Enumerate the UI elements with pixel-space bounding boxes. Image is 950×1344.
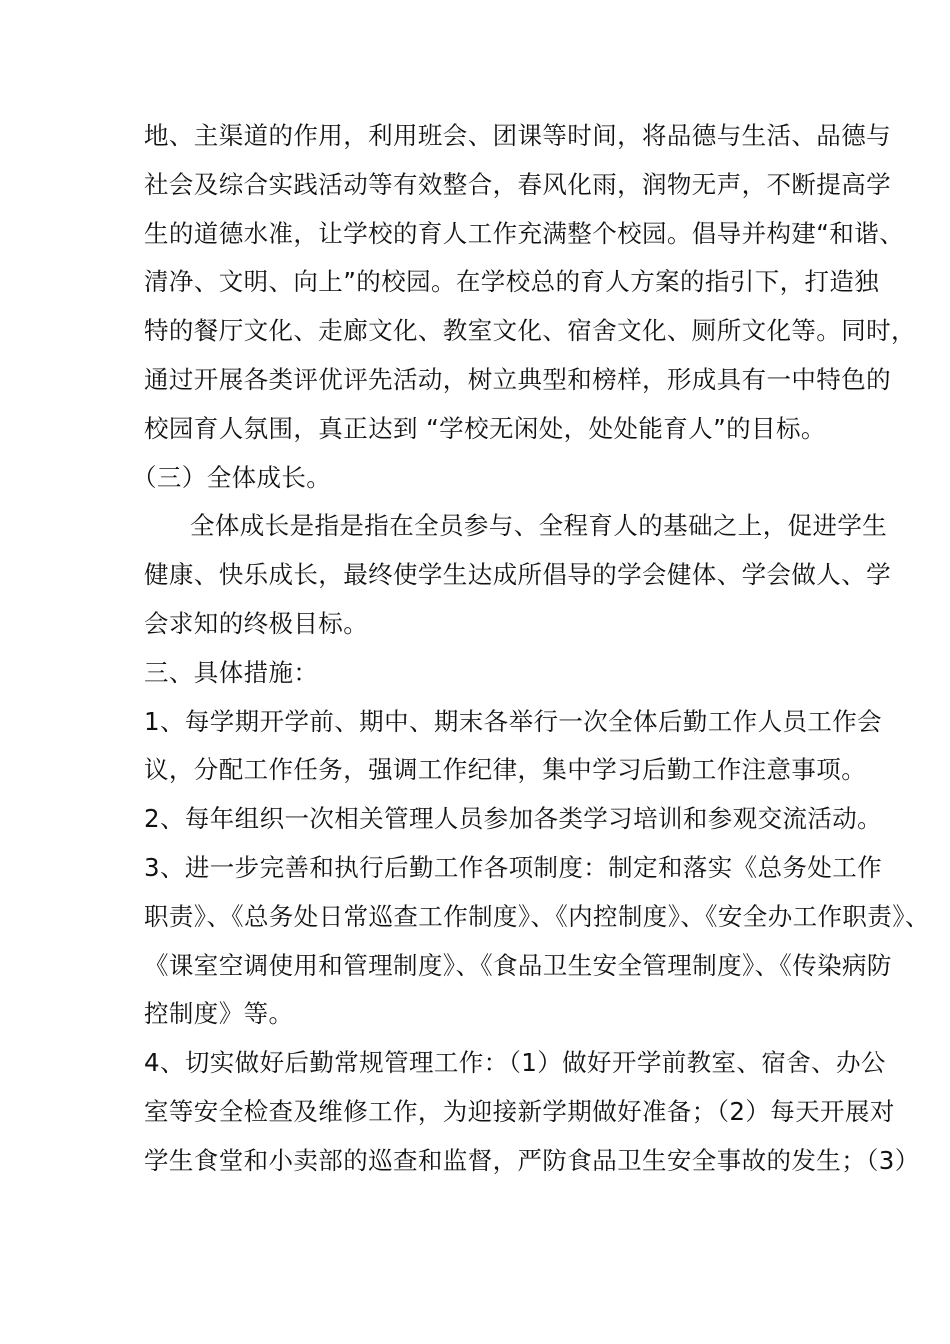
paragraph-line: 清净、文明、向上”的校园。在学校总的育人方案的指引下，打造独	[144, 267, 880, 297]
document-page	[132, 112, 930, 1186]
paragraph-line: 校园育人氛围，真正达到 “学校无闲处，处处能育人”的目标。	[144, 413, 826, 443]
paragraph-line: 全体成长是指是指在全员参与、全程育人的基础之上，促进学生	[190, 511, 888, 541]
list-item-line: 职责》、《总务处日常巡查工作制度》、《内控制度》、《安全办工作职责》、	[144, 901, 930, 931]
paragraph-line: 地、主渠道的作用，利用班会、团课等时间，将品德与生活、品德与	[144, 121, 891, 150]
paragraph-line: 社会及综合实践活动等有效整合，春风化雨，润物无声，不断提高学	[144, 169, 891, 199]
paragraph-line: 特的餐厅文化、走廊文化、教室文化、宿舍文化、厕所文化等。同时，	[144, 316, 916, 346]
list-item-line: 学生食堂和小卖部的巡查和监督，严防食品卫生安全事故的发生；（3）	[144, 1145, 920, 1175]
paragraph-line: 健康、快乐成长，最终使学生达成所倡导的学会健体、学会做人、学	[144, 560, 891, 590]
paragraph-line: 会求知的终极目标。	[144, 608, 369, 638]
list-item-line: 2、每年组织一次相关管理人员参加各类学习培训和参观交流活动。	[144, 804, 883, 834]
list-item-line: 4、切实做好后勤常规管理工作：（1）做好开学前教室、宿舍、办公	[144, 1048, 886, 1078]
paragraph-line: 生的道德水准，让学校的育人工作充满整个校园。倡导并构建“和谐、	[144, 218, 905, 248]
list-item-line: 控制度》等。	[144, 999, 294, 1029]
list-item-line: 《课室空调使用和管理制度》、《食品卫生安全管理制度》、《传染病防	[144, 950, 892, 980]
section-heading: （三）全体成长。	[132, 462, 332, 492]
list-item-line: 3、进一步完善和执行后勤工作各项制度：制定和落实《总务处工作	[144, 852, 883, 882]
list-item-line: 议，分配工作任务，强调工作纪律，集中学习后勤工作注意事项。	[144, 755, 867, 785]
list-item-line: 室等安全检查及维修工作，为迎接新学期做好准备；（2）每天开展对	[144, 1096, 895, 1126]
section-heading: 三、具体措施：	[144, 657, 319, 687]
list-item-line: 1、每学期开学前、期中、期末各举行一次全体后勤工作人员工作会	[144, 706, 883, 736]
paragraph-line: 通过开展各类评优评先活动，树立典型和榜样，形成具有一中特色的	[144, 364, 891, 394]
